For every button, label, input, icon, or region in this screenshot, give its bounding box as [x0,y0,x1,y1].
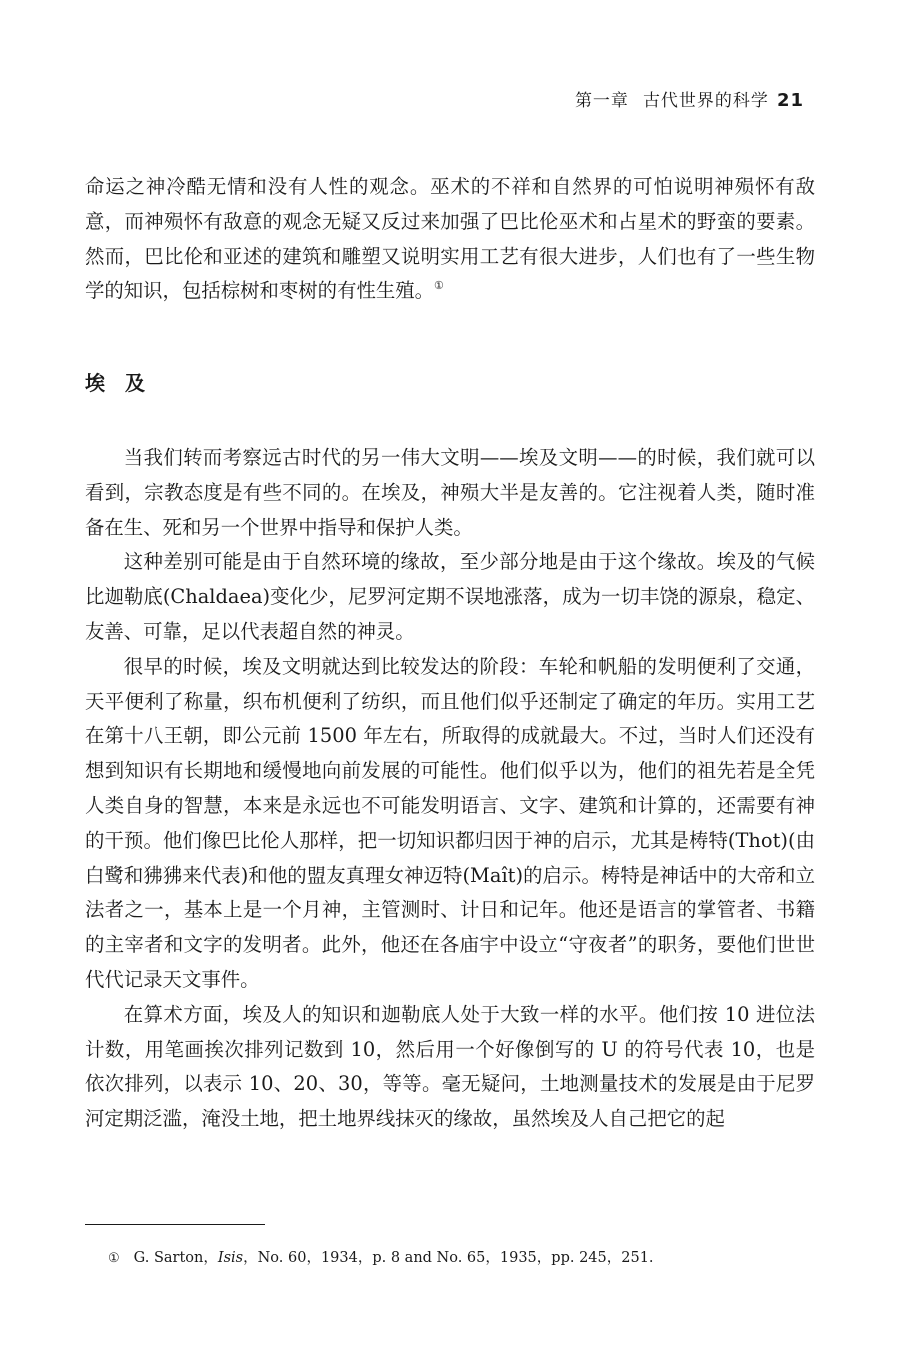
footnote-journal: Isis [217,1250,244,1266]
running-head [575,86,804,111]
footnote [108,1246,654,1267]
footnote-author: G. Sarton， [133,1250,218,1266]
intro-paragraph [85,170,815,309]
footnote-citation: ，No. 60，1934，p. 8 and No. 65，1935，pp. 245，251. [243,1250,654,1266]
footnote-reference[interactable]: ① [434,279,444,293]
chapter-title: 古代世界的科学 [642,91,769,111]
intro-text-block [85,170,815,309]
page-number: 21 [776,90,804,111]
intro-paragraph-text: 命运之神冷酷无情和没有人性的观念。巫术的不祥和自然界的可怕说明神殒怀有敌意，而神殒怀有敌意的观念无疑又反过来加强了巴比伦巫术和占星术的野蛮的要素。然而，巴比伦和亚述的建筑和雕塑又说明实用工艺有很大进步，人们也有了一些生物学的知识，包括棕树和枣树的有性生殖。 [85,175,815,303]
paragraph: 很早的时候，埃及文明就达到比较发达的阶段：车轮和帆船的发明便利了交通，天平便利了称量，织布机便利了纺织，而且他们似乎还制定了确定的年历。实用工艺在第十八王朝，即公元前 1500 年左右，所取得的成就最大。不过，当时人们还没有想到知识有长期地和缓慢地向前发展的可能性。他们似乎以为，他们的祖先若是全凭人类自身的智慧，本来是永远也不可能发明语言、文字、建筑和计算的，还需要有神的干预。他们像巴比伦人那样，把一切知识都归因于神的启示，尤其是梼特(Thot)(由白鹭和狒狒来代表)和他的盟友真理女神迈特(Maît)的启示。梼特是神话中的大帝和立法者之一，基本上是一个月神，主管测时、计日和记年。他还是语言的掌管者、书籍的主宰者和文字的发明者。此外，他还在各庙宇中设立“守夜者”的职务，要他们世世代代记录天文事件。 [85,654,815,991]
paragraph: 在算术方面，埃及人的知识和迦勒底人处于大致一样的水平。他们按 10 进位法计数，用笔画挨次排列记数到 10，然后用一个好像倒写的 U 的符号代表 10，也是依次排列，以表示 10、20、30，等等。毫无疑问，土地测量技术的发展是由于尼罗河定期泛滥，淹没土地，把土地界线抹灭的缘故，虽然埃及人自己把它的起 [85,1002,815,1131]
section-body [85,441,815,1137]
section-heading: 埃及 [85,371,165,395]
footnote-marker: ① [108,1251,120,1266]
chapter-label: 第一章 [574,91,629,111]
paragraph: 这种差别可能是由于自然环境的缘故，至少部分地是由于这个缘故。埃及的气候比迦勒底(Chaldaea)变化少，尼罗河定期不误地涨落，成为一切丰饶的源泉，稳定、友善、可靠，足以代表超自然的神灵。 [85,550,815,643]
paragraph: 当我们转而考察远古时代的另一伟大文明——埃及文明——的时候，我们就可以看到，宗教态度是有些不同的。在埃及，神殒大半是友善的。它注视着人类，随时准备在生、死和另一个世界中指导和保护人类。 [85,446,815,539]
footnote-divider [85,1224,265,1225]
